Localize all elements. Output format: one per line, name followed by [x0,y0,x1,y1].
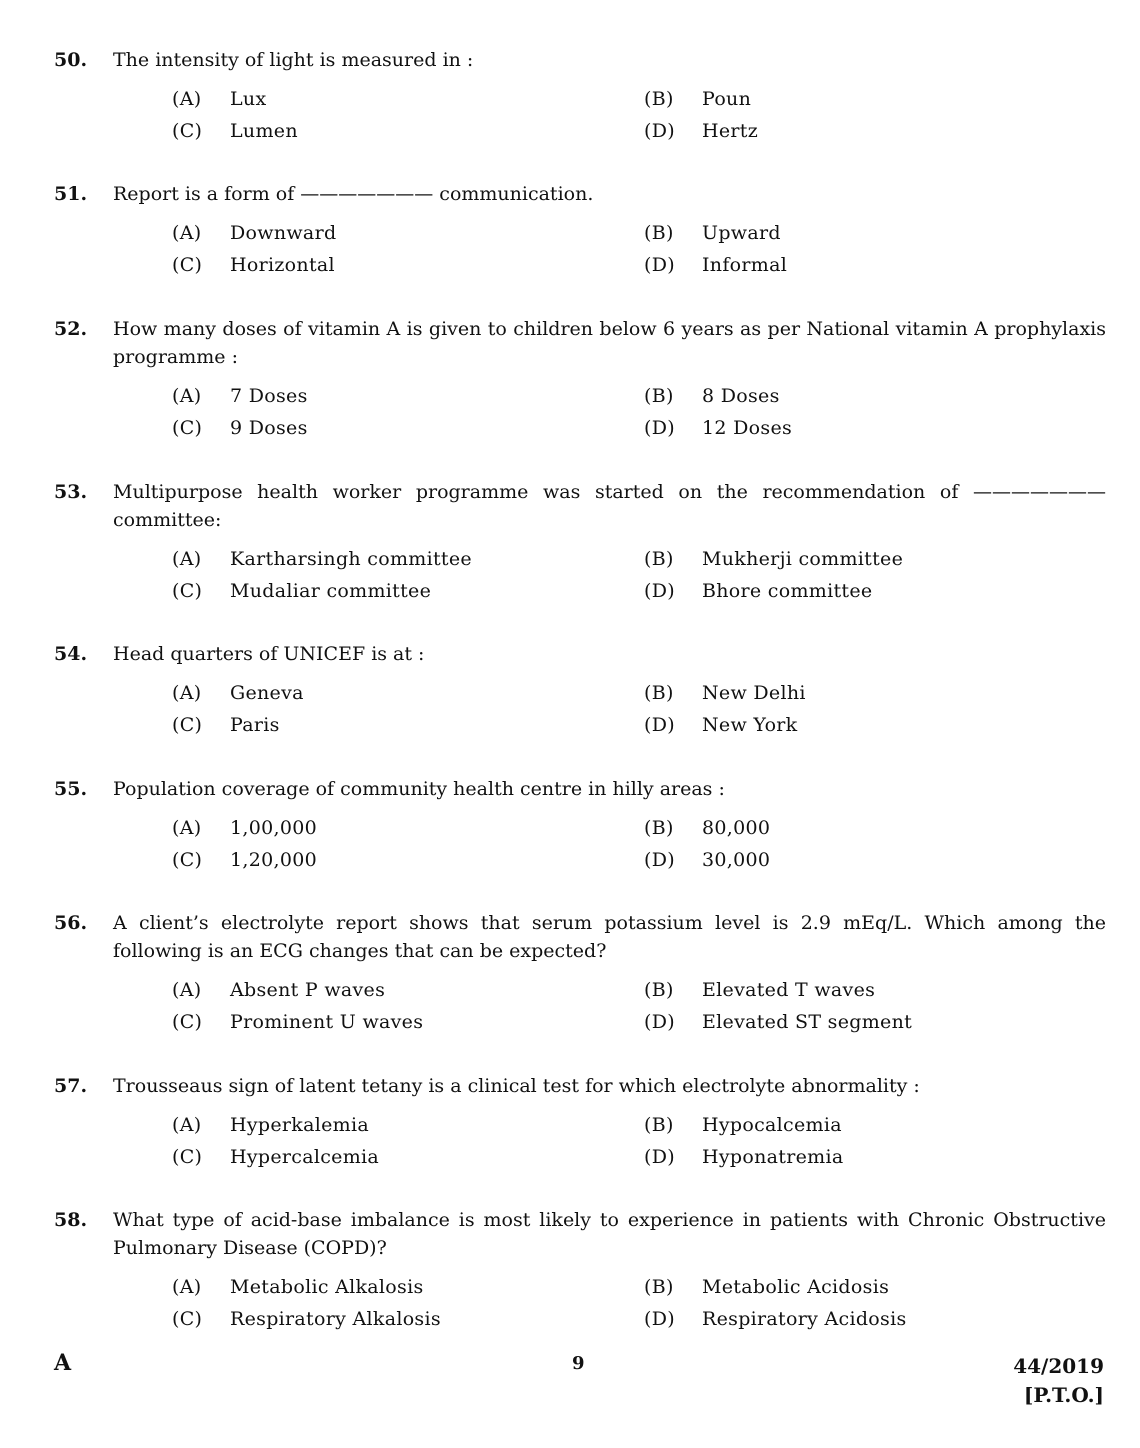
option-d [644,414,1044,442]
series-code: A [54,1350,72,1376]
question-number: 53. [54,481,88,503]
question-53 [54,478,1106,605]
option-a [172,219,644,247]
option-d [644,1305,1044,1333]
option-label: (B) [644,385,674,407]
option-text: 8 Doses [702,385,780,407]
option-a [172,1273,644,1301]
option-text: Absent P waves [230,979,386,1001]
option-b [644,976,1044,1004]
option-text: New Delhi [702,682,806,704]
option-text: Mudaliar committee [230,580,432,602]
option-d [644,1008,1044,1036]
option-b [644,85,1044,113]
option-b [644,219,1044,247]
option-label: (A) [172,385,202,407]
question-50 [54,46,1106,145]
option-text: Geneva [230,682,304,704]
option-b [644,1273,1044,1301]
option-label: (C) [172,1011,203,1033]
option-a [172,1111,644,1139]
option-label: (D) [644,417,675,439]
question-text: Head quarters of UNICEF is at : [113,643,425,665]
option-b [644,382,1044,410]
option-text: 30,000 [702,849,771,871]
option-label: (C) [172,254,203,276]
option-b [644,545,1044,573]
question-text: Trousseaus sign of latent tetany is a clinical test for which electrolyte abnormality : [113,1075,920,1097]
option-d [644,711,1044,739]
option-label: (B) [644,1276,674,1298]
option-label: (B) [644,222,674,244]
option-label: (C) [172,1146,203,1168]
option-c [172,251,644,279]
options-grid [172,85,1106,145]
options-grid [172,814,1106,874]
option-label: (C) [172,849,203,871]
options-grid [172,1273,1106,1333]
question-57 [54,1072,1106,1171]
option-label: (B) [644,1114,674,1136]
options-grid [172,382,1106,442]
paper-code: 44/2019 [1013,1354,1104,1378]
option-text: Elevated ST segment [702,1011,913,1033]
option-c [172,711,644,739]
option-label: (A) [172,682,202,704]
option-label: (B) [644,88,674,110]
option-b [644,1111,1044,1139]
option-label: (D) [644,254,675,276]
option-text: Poun [702,88,752,110]
option-text: Elevated T waves [702,979,876,1001]
options-grid [172,679,1106,739]
option-c [172,414,644,442]
option-label: (D) [644,1146,675,1168]
option-text: Lumen [230,120,298,142]
option-label: (D) [644,1308,675,1330]
option-text: Informal [702,254,788,276]
question-number: 56. [54,912,88,934]
option-label: (C) [172,1308,203,1330]
option-text: Respiratory Alkalosis [230,1308,441,1330]
question-number: 54. [54,643,88,665]
option-label: (C) [172,580,203,602]
option-text: Horizontal [230,254,335,276]
option-label: (D) [644,1011,675,1033]
option-text: Lux [230,88,267,110]
option-a [172,976,644,1004]
pto-label: [P.T.O.] [1023,1383,1104,1407]
option-text: Mukherji committee [702,548,904,570]
option-text: Respiratory Acidosis [702,1308,907,1330]
option-c [172,117,644,145]
option-text: Bhore committee [702,580,873,602]
option-d [644,1143,1044,1171]
option-text: Kartharsingh committee [230,548,472,570]
option-text: Metabolic Acidosis [702,1276,890,1298]
question-number: 52. [54,318,88,340]
option-label: (A) [172,979,202,1001]
option-label: (B) [644,817,674,839]
option-text: Upward [702,222,781,244]
option-a [172,545,644,573]
option-label: (A) [172,548,202,570]
question-text: Multipurpose health worker programme was started on the recommendation of ——————— committee: [113,481,1106,531]
option-c [172,1305,644,1333]
options-grid [172,1111,1106,1171]
option-d [644,251,1044,279]
option-c [172,846,644,874]
option-d [644,117,1044,145]
option-a [172,814,644,842]
question-56 [54,909,1106,1036]
page-number: 9 [572,1353,585,1374]
option-text: 80,000 [702,817,771,839]
option-text: Hyponatremia [702,1146,844,1168]
option-a [172,679,644,707]
option-label: (A) [172,1276,202,1298]
question-text: Population coverage of community health centre in hilly areas : [113,778,725,800]
option-label: (C) [172,714,203,736]
option-label: (D) [644,849,675,871]
option-c [172,577,644,605]
question-58 [54,1206,1106,1333]
option-text: Prominent U waves [230,1011,424,1033]
option-label: (D) [644,580,675,602]
option-d [644,846,1044,874]
question-54 [54,640,1106,739]
option-text: Paris [230,714,280,736]
question-number: 50. [54,49,88,71]
question-number: 57. [54,1075,88,1097]
option-label: (C) [172,417,203,439]
option-label: (B) [644,548,674,570]
option-text: 1,00,000 [230,817,318,839]
option-text: 7 Doses [230,385,308,407]
option-label: (D) [644,714,675,736]
question-text: The intensity of light is measured in : [113,49,474,71]
question-51 [54,180,1106,279]
option-text: Hertz [702,120,759,142]
question-text: What type of acid-base imbalance is most likely to experience in patients with Chronic Obstructive Pulmonary Disease (COPD)? [113,1209,1106,1259]
options-grid [172,976,1106,1036]
option-label: (A) [172,1114,202,1136]
question-text: A client’s electrolyte report shows that serum potassium level is 2.9 mEq/L. Which among the following is an ECG changes that can be expected? [113,912,1106,962]
question-text: How many doses of vitamin A is given to children below 6 years as per National vitamin A prophylaxis programme : [113,318,1106,368]
question-52 [54,315,1106,442]
question-number: 55. [54,778,88,800]
option-a [172,85,644,113]
option-label: (A) [172,88,202,110]
option-label: (A) [172,817,202,839]
option-label: (B) [644,979,674,1001]
option-text: 1,20,000 [230,849,318,871]
question-text: Report is a form of ——————— communication. [113,183,594,205]
option-b [644,679,1044,707]
paper-code-block [1013,1352,1104,1410]
question-number: 51. [54,183,88,205]
question-55 [54,775,1106,874]
option-d [644,577,1044,605]
option-text: Downward [230,222,337,244]
option-a [172,382,644,410]
option-text: 9 Doses [230,417,308,439]
option-label: (B) [644,682,674,704]
options-grid [172,545,1106,605]
options-grid [172,219,1106,279]
option-c [172,1008,644,1036]
question-number: 58. [54,1209,88,1231]
option-text: Metabolic Alkalosis [230,1276,424,1298]
option-text: Hyperkalemia [230,1114,369,1136]
option-label: (D) [644,120,675,142]
option-text: 12 Doses [702,417,793,439]
option-text: Hypercalcemia [230,1146,380,1168]
option-text: New York [702,714,798,736]
option-label: (C) [172,120,203,142]
option-label: (A) [172,222,202,244]
option-text: Hypocalcemia [702,1114,842,1136]
option-b [644,814,1044,842]
option-c [172,1143,644,1171]
